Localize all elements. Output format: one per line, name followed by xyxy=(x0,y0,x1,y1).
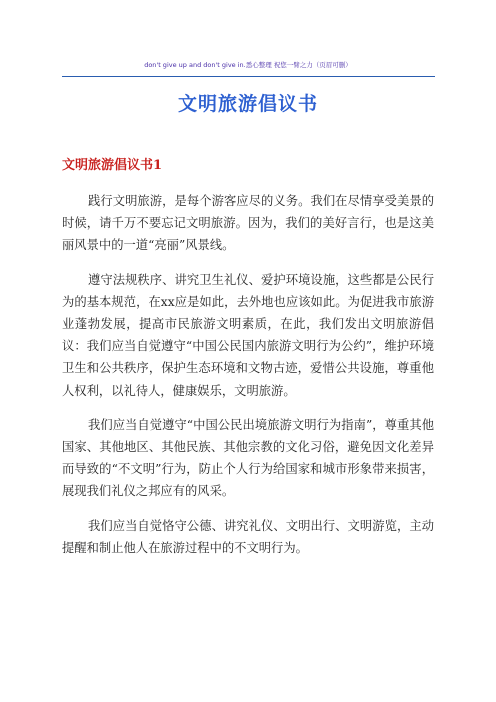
paragraph-3: 我们应当自觉遵守“中国公民出境旅游文明行为指南”，尊重其他国家、其他地区、其他民族、其他宗教的文化习俗，避免因文化差异而导致的“不文明”行为，防止个人行为给国家和城市形象带来损害，展现我们礼仪之邦应有的风采。 xyxy=(62,417,434,499)
document-title: 文明旅游倡议书 xyxy=(177,93,318,115)
document-body xyxy=(62,190,434,571)
page-header-text: don't give up and don't give in.悉心整理 祝您一臂之力（页眉可删） xyxy=(144,61,352,69)
paragraph-2: 遵守法规秩序、讲究卫生礼仪、爱护环境设施，这些都是公民行为的基本规范，在xx应是如此，去外地也应该如此。为促进我市旅游业蓬勃发展，提高市民旅游文明素质，在此，我们发出文明旅游倡议：我们应当自觉遵守“中国公民国内旅游文明行为公约”，维护环境卫生和公共秩序，保护生态环境和文物古迹，爱惜公共设施，尊重他人权利，以礼待人，健康娱乐，文明旅游。 xyxy=(62,272,434,398)
section-heading: 文明旅游倡议书1 xyxy=(62,158,163,173)
paragraph-1: 践行文明旅游，是每个游客应尽的义务。我们在尽情享受美景的时候，请千万不要忘记文明旅游。因为，我们的美好言行，也是这美丽风景中的一道“亮丽”风景线。 xyxy=(62,194,434,253)
header-divider xyxy=(62,76,435,77)
paragraph-4: 我们应当自觉恪守公德、讲究礼仪、文明出行、文明游览，主动提醒和制止他人在旅游过程中的不文明行为。 xyxy=(62,518,434,555)
